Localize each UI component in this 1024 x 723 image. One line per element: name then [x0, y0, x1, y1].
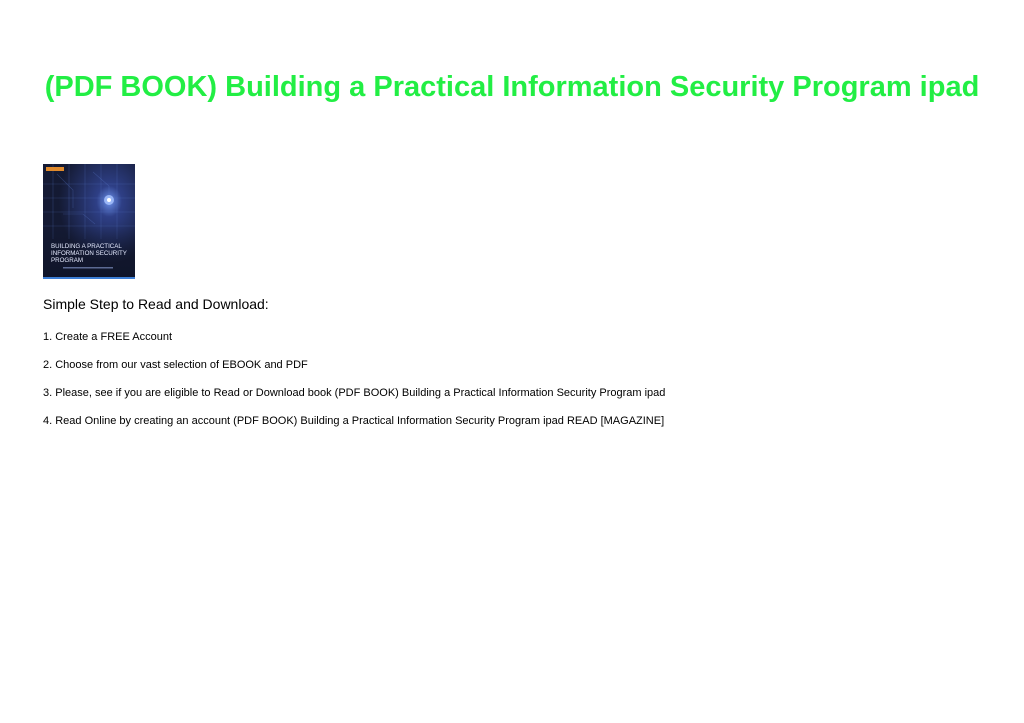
cover-title-line-1: BUILDING A PRACTICAL [51, 243, 122, 250]
page-title: (PDF BOOK) Building a Practical Information Security Program ipad [44, 71, 980, 103]
cover-title-line-2: INFORMATION SECURITY [51, 250, 127, 257]
step-item-choose-selection: 2. Choose from our vast selection of EBOOK and PDF [43, 359, 308, 371]
step-item-read-online: 4. Read Online by creating an account (PDF BOOK) Building a Practical Information Security Program ipad READ [MAGAZINE] [43, 415, 665, 427]
cover-title-line-3: PROGRAM [51, 257, 83, 264]
cover-accent-bar [46, 167, 64, 171]
step-item-check-eligibility: 3. Please, see if you are eligible to Read or Download book (PDF BOOK) Building a Practical Information Security Program ipad [43, 387, 666, 399]
steps-list [43, 330, 665, 442]
book-cover-image [43, 164, 135, 279]
step-item-create-account: 1. Create a FREE Account [43, 331, 173, 343]
step-heading: Simple Step to Read and Download: [43, 296, 269, 312]
